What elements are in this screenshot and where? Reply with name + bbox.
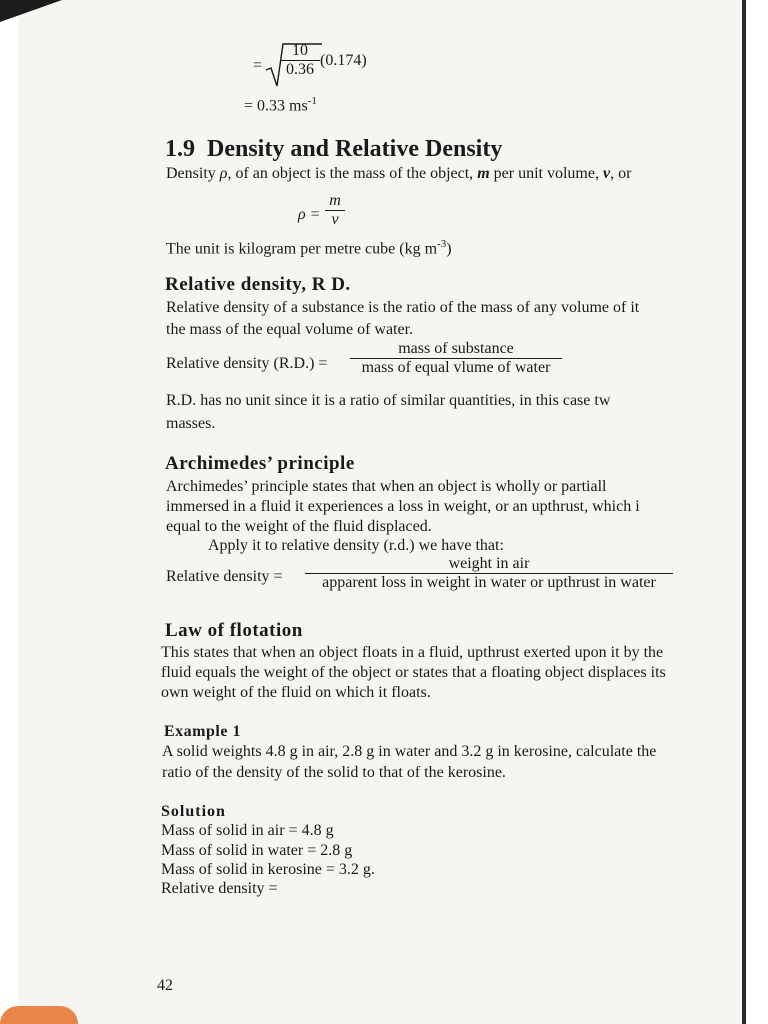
sqrt-fraction: [280, 42, 320, 79]
archimedes-formula-num: weight in air: [448, 555, 530, 572]
rd-formula-fraction: [350, 340, 562, 377]
example-line-2: ratio of the density of the solid to that of the kerosine.: [162, 764, 506, 781]
flotation-line-3: own weight of the fluid on which it floats.: [161, 684, 431, 701]
relative-density-heading: Relative density, R D.: [165, 274, 351, 295]
page-number: 42: [157, 977, 173, 994]
archimedes-line-4: Apply it to relative density (r.d.) we have that:: [208, 537, 504, 554]
rd-line-2: the mass of the equal volume of water.: [166, 321, 414, 338]
rd-formula-den: mass of equal vlume of water: [361, 359, 551, 376]
rd-line-1: Relative density of a substance is the ratio of the mass of any volume of it: [166, 299, 640, 316]
flotation-line-1: This states that when an object floats in a fluid, upthrust exerted upon it by the: [161, 644, 664, 661]
solution-line: Mass of solid in air = 4.8 g: [161, 822, 334, 839]
archimedes-line-3: equal to the weight of the fluid displaced.: [166, 518, 432, 535]
example-heading: Example 1: [164, 723, 241, 740]
page-binding-edge: [742, 0, 746, 1024]
speed-result: = 0.33 $ms^{-1}$: [244, 95, 317, 115]
archimedes-formula-fraction: [305, 555, 673, 592]
archimedes-formula-lhs: Relative density =: [166, 568, 283, 585]
solution-heading: Solution: [161, 803, 226, 820]
solution-line: Mass of solid in kerosine = 3.2 g.: [161, 861, 375, 878]
archimedes-line-1: Archimedes’ principle states that when an object is wholly or partiall: [166, 478, 607, 495]
solution-line: Relative density =: [161, 880, 278, 897]
archimedes-heading: Archimedes’ principle: [165, 453, 355, 474]
rd-formula-num: mass of substance: [398, 340, 514, 357]
solution-line: Mass of solid in water = 2.8 g: [161, 842, 353, 859]
density-unit: The unit is kilogram per metre cube (kg $m^{-3}$): [166, 238, 452, 258]
rd-note-1: R.D. has no unit since it is a ratio of similar quantities, in this case tw: [166, 392, 611, 409]
archimedes-formula-den: apparent loss in weight in water or upthrust in water: [322, 574, 656, 591]
density-formula-lhs: ρ =: [298, 206, 321, 223]
sqrt-factor: (0.174): [320, 52, 367, 69]
flotation-line-2: fluid equals the weight of the object or states that a floating object displaces its: [161, 664, 666, 681]
equals-sign: =: [253, 57, 263, 74]
density-formula-fraction: m v: [325, 192, 345, 229]
section-heading: [165, 136, 502, 163]
section-number: 1.9: [165, 136, 195, 162]
sqrt-denominator: 0.36: [286, 61, 314, 78]
rd-formula-lhs: Relative density (R.D.) =: [166, 355, 328, 372]
section-title: Density and Relative Density: [207, 136, 503, 162]
archimedes-line-2: immersed in a fluid it experiences a loss in weight, or an upthrust, which i: [166, 498, 640, 515]
thumb-photo-artifact: [0, 1006, 78, 1024]
rd-note-2: masses.: [166, 415, 216, 432]
page-corner-shadow: [0, 0, 62, 22]
flotation-heading: Law of flotation: [165, 620, 303, 641]
sqrt-numerator: 10: [292, 42, 308, 59]
example-line-1: A solid weights 4.8 g in air, 2.8 g in water and 3.2 g in kerosine, calculate the: [162, 743, 657, 760]
density-definition: Density ρ, of an object is the mass of the object, m per unit volume, v, or: [166, 165, 632, 182]
